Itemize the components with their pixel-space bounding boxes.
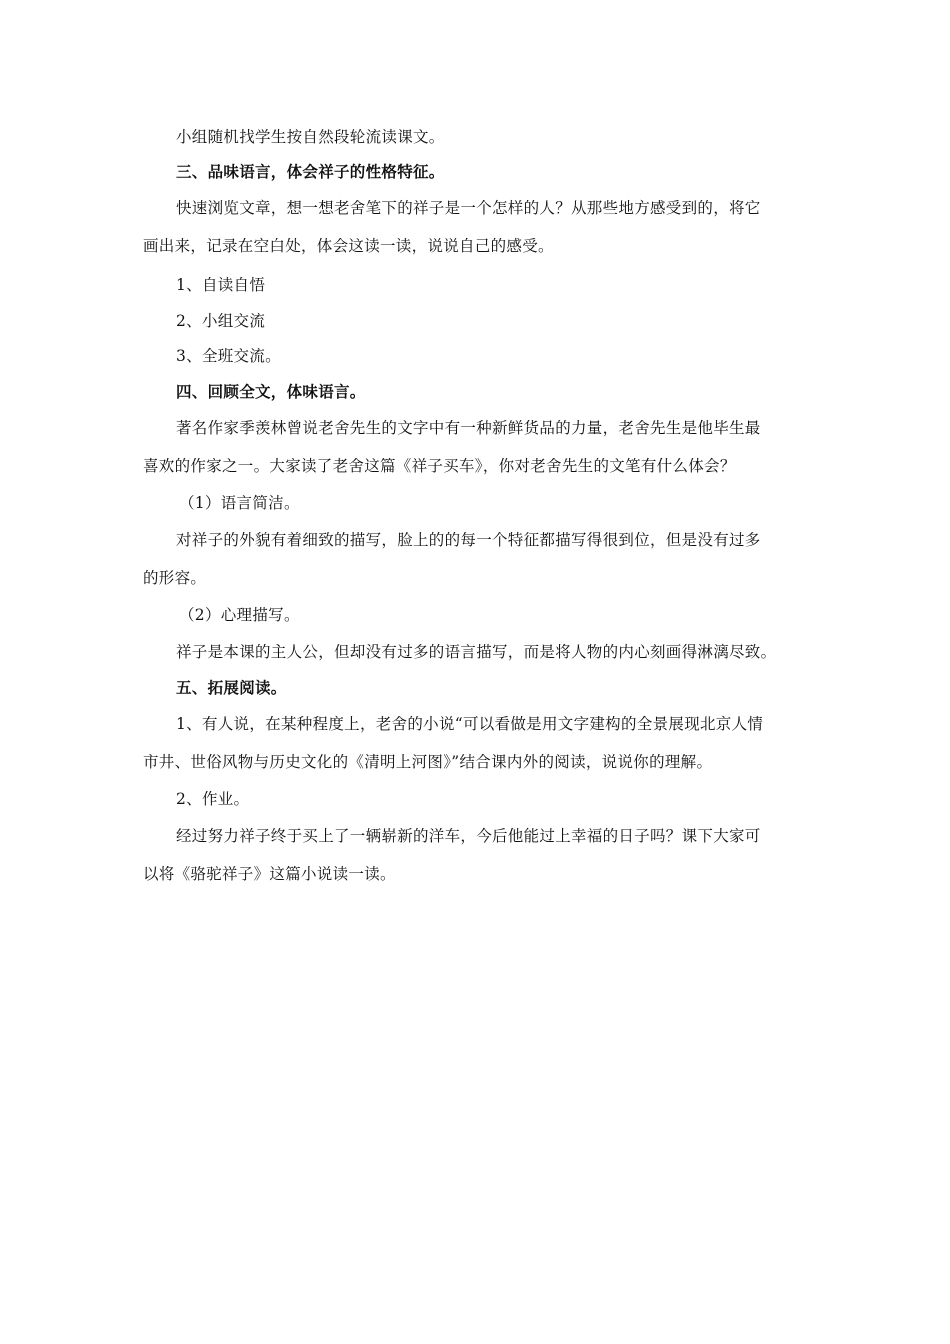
section-heading-four: 四、回顾全文，体味语言。 [176, 382, 366, 401]
paragraph-protagonist: 祥子是本课的主人公，但却没有过多的语言描写，而是将人物的内心刻画得淋漓尽致。 [176, 643, 777, 661]
list-item-group-discuss: 2、小组交流 [176, 312, 266, 330]
paragraph-qingming-line2: 市井、世俗风物与历史文化的《清明上河图》”结合课内外的阅读，说说你的理解。 [143, 753, 713, 771]
section-heading-five: 五、拓展阅读。 [176, 678, 287, 697]
subheading-psychology: （2）心理描写。 [179, 606, 300, 624]
list-item-self-read: 1、自读自悟 [176, 276, 266, 294]
paragraph-group-reading: 小组随机找学生按自然段轮流读课文。 [176, 128, 445, 146]
section-heading-three: 三、品味语言，体会祥子的性格特征。 [176, 162, 445, 181]
paragraph-homework-line2: 以将《骆驼祥子》这篇小说读一读。 [143, 865, 396, 883]
list-item-homework: 2、作业。 [176, 790, 250, 808]
paragraph-browse-line1: 快速浏览文章，想一想老舍笔下的祥子是一个怎样的人？从那些地方感受到的，将它 [176, 199, 761, 217]
list-item-class-discuss: 3、全班交流。 [176, 347, 281, 365]
paragraph-ji-xianlin-line1: 著名作家季羡林曾说老舍先生的文字中有一种新鲜货品的力量，老舍先生是他毕生最 [176, 419, 761, 437]
paragraph-appearance-line2: 的形容。 [143, 569, 207, 587]
paragraph-browse-line2: 画出来，记录在空白处，体会这读一读，说说自己的感受。 [143, 237, 554, 255]
paragraph-qingming-line1: 1、有人说，在某种程度上，老舍的小说“可以看做是用文字建构的全景展现北京人情 [176, 715, 764, 733]
paragraph-homework-line1: 经过努力祥子终于买上了一辆崭新的洋车，今后他能过上幸福的日子吗？课下大家可 [176, 827, 761, 845]
paragraph-ji-xianlin-line2: 喜欢的作家之一。大家读了老舍这篇《祥子买车》，你对老舍先生的文笔有什么体会？ [143, 457, 736, 475]
paragraph-appearance-line1: 对祥子的外貌有着细致的描写，脸上的的每一个特征都描写得很到位，但是没有过多 [176, 531, 761, 549]
subheading-language-concise: （1）语言简洁。 [179, 494, 300, 512]
